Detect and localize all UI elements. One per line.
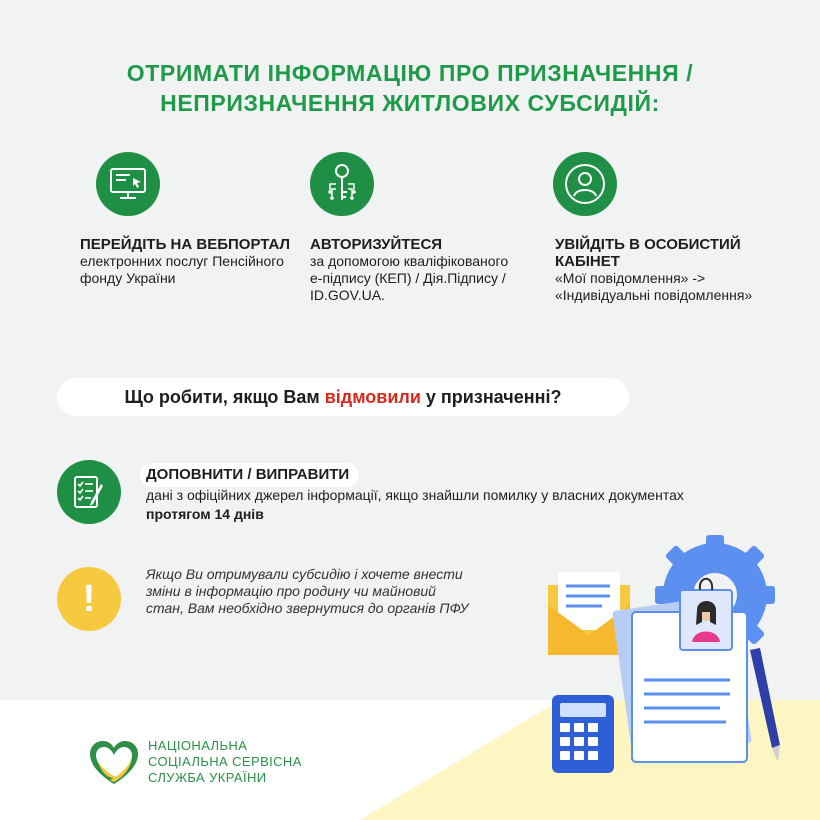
step-1-head: ПЕРЕЙДІТЬ НА ВЕБПОРТАЛ: [80, 236, 291, 253]
step-1: [80, 236, 290, 287]
calculator-icon: [552, 695, 614, 773]
logo-line-3: СЛУЖБА УКРАЇНИ: [148, 770, 267, 785]
pen-icon: [750, 648, 780, 762]
step-2: [310, 236, 520, 304]
page-title: [40, 58, 780, 118]
documents-illustration: [540, 530, 790, 780]
computer-icon: [96, 152, 160, 216]
step-2-body: за допомогою кваліфікованого е-підпису (КЕП) / Дія.Підпису / ID.GOV.UA.: [310, 253, 509, 303]
logo-line-2: СОЦІАЛЬНА СЕРВІСНА: [148, 754, 302, 769]
question-highlight: відмовили: [324, 386, 421, 407]
user-icon: [553, 152, 617, 216]
digital-key-icon: [310, 152, 374, 216]
question-after: у призначенні?: [425, 386, 562, 407]
step-3-body: «Мої повідомлення» -> «Індивідуальні повідомлення»: [555, 270, 753, 303]
fix-body: [146, 486, 726, 524]
warning-note: Якщо Ви отримували субсидію і хочете внести зміни в інформацію про родину чи майновий стан, Вам необхідно звернутися до органів ПФУ: [146, 566, 469, 616]
logo-text: [148, 738, 302, 786]
heart-logo-icon: [88, 740, 140, 786]
fix-body-text: дані з офіційних джерел інформації, якщо знайшли помилку у власних документах: [146, 487, 684, 503]
logo-line-1: НАЦІОНАЛЬНА: [148, 738, 248, 753]
fix-body-bold: протягом 14 днів: [146, 506, 264, 522]
step-1-body: електронних послуг Пенсійного фонду України: [80, 253, 284, 286]
fix-head: ДОПОВНИТИ / ВИПРАВИТИ: [140, 463, 359, 487]
step-2-head: АВТОРИЗУЙТЕСЯ: [310, 236, 443, 253]
title-line-1: ОТРИМАТИ ІНФОРМАЦІЮ ПРО ПРИЗНАЧЕННЯ /: [126, 60, 694, 86]
title-line-2: НЕПРИЗНАЧЕННЯ ЖИТЛОВИХ СУБСИДІЙ:: [160, 90, 660, 116]
checklist-icon: [57, 460, 121, 524]
step-3-head: УВІЙДІТЬ В ОСОБИСТИЙ КАБІНЕТ: [555, 236, 741, 270]
exclamation-icon: [57, 567, 121, 631]
question-banner: [57, 378, 629, 416]
step-3: [555, 236, 755, 304]
exclamation-mark: !: [82, 577, 96, 620]
question-before: Що робити, якщо Вам: [124, 386, 320, 407]
id-card-icon: [680, 579, 732, 650]
